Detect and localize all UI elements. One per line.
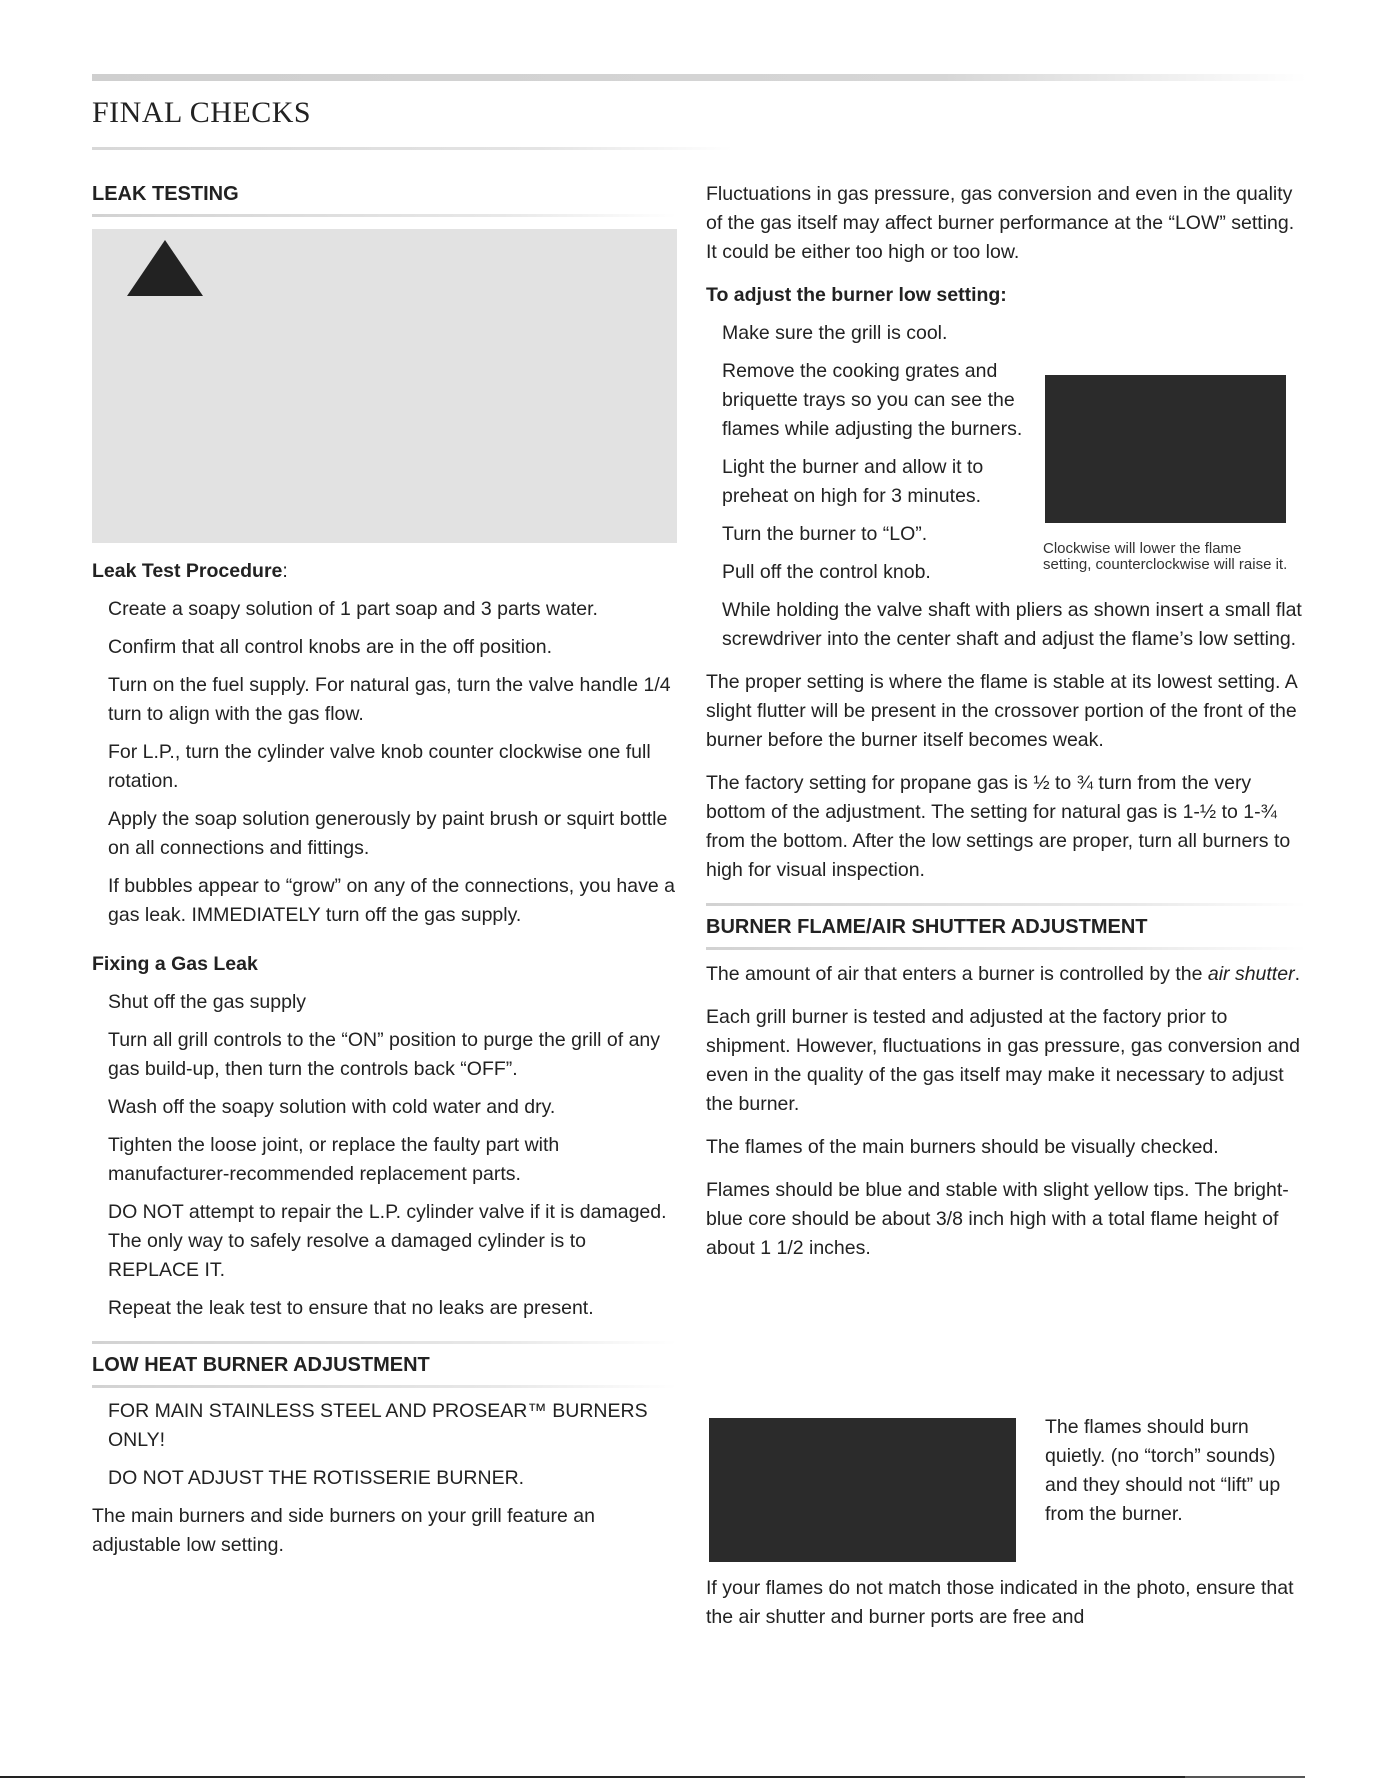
list-item: Repeat the leak test to ensure that no leaks are present. (108, 1297, 594, 1319)
leak-test-procedure-heading: Leak Test Procedure: (92, 560, 288, 582)
quiet-flames-paragraph: The flames should burn quietly. (no “torch” sounds) and they should not “lift” up from the burner. (1045, 1416, 1281, 1525)
fluctuations-paragraph: Fluctuations in gas pressure, gas conversion and even in the quality of the gas itself may affect burner performance at the “LOW” setting. It could be either too high or too low. (706, 183, 1295, 263)
list-item: While holding the valve shaft with pliers as shown insert a small flat screwdriver into the center shaft and adjust the flame’s low setting. (722, 599, 1302, 650)
list-item: Apply the soap solution generously by paint brush or squirt bottle on all connections and fittings. (108, 808, 668, 859)
list-item: Turn the burner to “LO”. (722, 523, 928, 545)
list-item: Create a soapy solution of 1 part soap and 3 parts water. (108, 598, 598, 620)
leak-testing-heading: LEAK TESTING (92, 180, 677, 217)
footer-rule-right (1185, 1776, 1305, 1778)
air-shutter-intro: The amount of air that enters a burner is controlled by the air shutter. (706, 963, 1300, 985)
title-rule (92, 147, 732, 150)
leak-test-steps (92, 595, 677, 930)
list-item: Wash off the soapy solution with cold water and dry. (108, 1096, 556, 1118)
proper-setting-paragraph: The proper setting is where the flame is stable at its lowest setting. A slight flutter will be present in the crossover portion of the front of the burner before the burner itself becomes weak. (706, 671, 1297, 751)
list-item: Tighten the loose joint, or replace the faulty part with manufacturer-recommended replacement parts. (108, 1134, 560, 1185)
left-column (92, 180, 677, 1560)
list-item: For L.P., turn the cylinder valve knob counter clockwise one full rotation. (108, 741, 651, 792)
fixing-gas-leak-heading: Fixing a Gas Leak (92, 953, 258, 975)
header-rule (92, 74, 1307, 81)
valve-adjustment-photo (1045, 375, 1286, 523)
list-item: Light the burner and allow it to preheat on high for 3 minutes. (722, 456, 984, 507)
visual-check-paragraph: The flames of the main burners should be visually checked. (706, 1136, 1219, 1158)
list-item: FOR MAIN STAINLESS STEEL AND PROSEAR™ BURNERS ONLY! (108, 1400, 648, 1451)
list-item: Shut off the gas supply (108, 991, 307, 1013)
list-item: Pull off the control knob. (722, 561, 931, 583)
right-column (706, 180, 1306, 1263)
photo-caption: Clockwise will lower the flame setting, counterclockwise will raise it. (1043, 540, 1288, 573)
factory-tested-paragraph: Each grill burner is tested and adjusted at the factory prior to shipment. However, fluctuations in gas pressure, gas conversion and even in the quality of the gas itself may make it necessary to adjust the burner. (706, 1006, 1300, 1115)
fixing-steps (92, 988, 677, 1323)
list-item: Remove the cooking grates and briquette trays so you can see the flames while adjusting the burners. (722, 360, 1023, 440)
low-heat-notes (92, 1397, 677, 1493)
list-item: DO NOT attempt to repair the L.P. cylinder valve if it is damaged. The only way to safely resolve a damaged cylinder is to REPLACE IT. (108, 1201, 667, 1281)
burner-flame-photo (709, 1418, 1016, 1562)
blue-flame-paragraph: Flames should be blue and stable with slight yellow tips. The bright-blue core should be about 3/8 inch high with a total flame height of about 1 1/2 inches. (706, 1179, 1289, 1259)
flame-mismatch-paragraph: If your flames do not match those indicated in the photo, ensure that the air shutter and burner ports are free and (706, 1577, 1294, 1628)
adjust-low-setting-heading: To adjust the burner low setting: (706, 284, 1007, 306)
low-heat-heading: LOW HEAT BURNER ADJUSTMENT (92, 1341, 677, 1388)
list-item: Turn on the fuel supply. For natural gas, turn the valve handle 1/4 turn to align with the gas flow. (108, 674, 671, 725)
page-title: FINAL CHECKS (92, 96, 312, 129)
list-item: Confirm that all control knobs are in the off position. (108, 636, 553, 658)
list-item: If bubbles appear to “grow” on any of the connections, you have a gas leak. IMMEDIATELY turn off the gas supply. (108, 875, 675, 926)
factory-setting-paragraph: The factory setting for propane gas is ½ to ¾ turn from the very bottom of the adjustment. The setting for natural gas is 1-½ to 1-¾ from the bottom. After the low settings are proper, turn all burners to high for visual inspection. (706, 772, 1291, 881)
footer-rule (0, 1776, 1200, 1778)
low-heat-intro: The main burners and side burners on your grill feature an adjustable low setting. (92, 1505, 595, 1556)
list-item: Make sure the grill is cool. (722, 322, 948, 344)
air-shutter-heading: BURNER FLAME/AIR SHUTTER ADJUSTMENT (706, 903, 1306, 950)
list-item: DO NOT ADJUST THE ROTISSERIE BURNER. (108, 1467, 525, 1489)
list-item: Turn all grill controls to the “ON” position to purge the grill of any gas build-up, then turn the controls back “OFF”. (108, 1029, 661, 1080)
warning-box (92, 229, 677, 543)
warning-icon (127, 240, 203, 296)
